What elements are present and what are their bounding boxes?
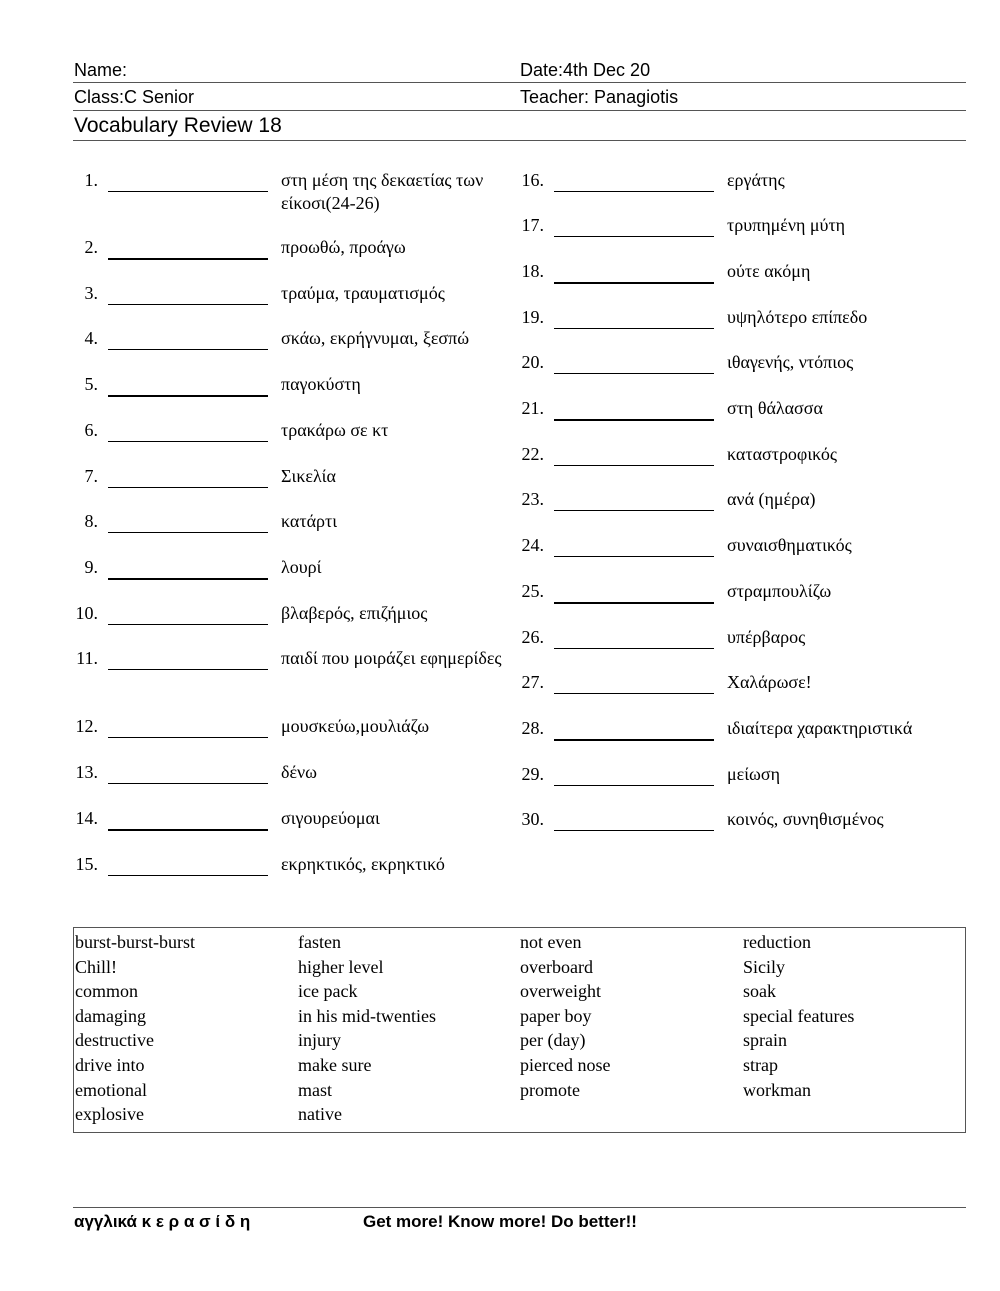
question-number: 5.	[84, 374, 98, 394]
question-number: 9.	[84, 557, 98, 577]
word-bank-word: explosive	[75, 1104, 144, 1125]
answer-blank[interactable]	[554, 191, 714, 192]
word-bank-word: mast	[298, 1079, 332, 1100]
answer-blank[interactable]	[554, 236, 714, 237]
question-number: 2.	[84, 237, 98, 257]
header-divider	[73, 82, 966, 83]
answer-blank[interactable]	[554, 282, 714, 284]
question-number: 10.	[75, 603, 98, 623]
answer-blank[interactable]	[108, 624, 268, 625]
class-label: Class:C Senior	[74, 87, 195, 107]
question-number: 12.	[75, 716, 98, 736]
question-definition: ιδιαίτερα χαρακτηριστικά	[727, 718, 913, 738]
answer-blank[interactable]	[554, 328, 714, 329]
answer-blank[interactable]	[554, 785, 714, 786]
answer-blank[interactable]	[108, 349, 268, 350]
question-number: 26.	[521, 627, 544, 647]
question-number: 25.	[521, 581, 544, 601]
word-bank-word: damaging	[75, 1005, 146, 1026]
word-bank-word: special features	[743, 1005, 855, 1026]
answer-blank[interactable]	[554, 556, 714, 557]
question-definition: στη μέση της δεκαετίας των είκοσι(24-26)	[281, 170, 484, 213]
answer-blank[interactable]	[554, 830, 714, 831]
word-bank-word: emotional	[75, 1079, 147, 1100]
answer-blank[interactable]	[554, 510, 714, 511]
question-definition: υψηλότερο επίπεδο	[727, 307, 868, 327]
question-number: 7.	[84, 466, 98, 486]
question-definition: μείωση	[727, 764, 781, 784]
answer-blank[interactable]	[108, 258, 268, 260]
word-bank-word: burst-burst-burst	[75, 932, 195, 952]
question-definition: μουσκεύω,μουλιάζω	[281, 716, 430, 736]
answer-blank[interactable]	[108, 487, 268, 488]
word-bank-word: pierced nose	[520, 1054, 611, 1075]
question-definition: ανά (ημέρα)	[727, 489, 816, 509]
word-bank-word: drive into	[75, 1054, 145, 1075]
question-number: 20.	[521, 352, 544, 372]
question-number: 3.	[84, 283, 98, 303]
word-bank-word: higher level	[298, 956, 384, 977]
question-definition: τραύμα, τραυματισμός	[281, 283, 445, 303]
question-number: 6.	[84, 420, 98, 440]
word-bank-word: ice pack	[298, 981, 358, 1002]
word-bank-word: reduction	[743, 932, 811, 952]
footer-brand: αγγλικά κ ε ρ α σ ί δ η	[74, 1212, 251, 1231]
question-definition: παγοκύστη	[281, 374, 361, 394]
footer-slogan: Get more! Know more! Do better!!	[363, 1212, 637, 1231]
answer-blank[interactable]	[108, 578, 268, 580]
answer-blank[interactable]	[554, 648, 714, 649]
question-definition: παιδί που μοιράζει εφημερίδες	[281, 648, 502, 668]
answer-blank[interactable]	[108, 395, 268, 397]
question-definition: Σικελία	[281, 466, 336, 486]
question-definition: κατάρτι	[281, 511, 338, 531]
question-number: 17.	[521, 215, 544, 235]
word-bank-column	[520, 930, 610, 1102]
question-definition: προωθώ, προάγω	[281, 237, 406, 257]
word-bank-word: overweight	[520, 981, 601, 1002]
word-bank-column	[743, 930, 854, 1102]
question-number: 16.	[521, 170, 544, 190]
question-definition: στραμπουλίζω	[727, 581, 832, 601]
question-number: 13.	[75, 762, 98, 782]
answer-blank[interactable]	[108, 191, 268, 192]
question-number: 1.	[84, 170, 98, 190]
question-number: 21.	[521, 398, 544, 418]
teacher-label: Teacher: Panagiotis	[520, 87, 679, 107]
question-definition: σιγουρεύομαι	[281, 808, 380, 828]
word-bank-word: fasten	[298, 932, 341, 952]
question-definition: στη θάλασσα	[727, 398, 823, 418]
word-bank-word: paper boy	[520, 1005, 592, 1026]
answer-blank[interactable]	[108, 737, 268, 738]
header-divider	[73, 110, 966, 111]
question-definition: υπέρβαρος	[727, 627, 806, 647]
answer-blank[interactable]	[108, 532, 268, 533]
word-bank	[73, 927, 966, 1133]
word-bank-word: per (day)	[520, 1030, 586, 1051]
word-bank-word: common	[75, 981, 138, 1002]
answer-blank[interactable]	[554, 693, 714, 694]
date-label: Date:4th Dec 20	[520, 60, 651, 80]
question-definition: ιθαγενής, ντόπιος	[727, 352, 854, 372]
question-number: 4.	[84, 328, 98, 348]
answer-blank[interactable]	[108, 829, 268, 831]
question-definition: καταστροφικός	[727, 444, 837, 464]
question-definition: εκρηκτικός, εκρηκτικό	[281, 854, 445, 874]
word-bank-word: destructive	[75, 1030, 154, 1051]
answer-blank[interactable]	[108, 875, 268, 876]
question-definition: λουρί	[281, 557, 322, 577]
answer-blank[interactable]	[554, 419, 714, 421]
question-number: 27.	[521, 672, 544, 692]
word-bank-word: promote	[520, 1079, 580, 1100]
word-bank-word: soak	[743, 981, 776, 1002]
question-definition: τρυπημένη μύτη	[727, 215, 846, 235]
question-number: 18.	[521, 261, 544, 281]
word-bank-word: in his mid-twenties	[298, 1005, 436, 1026]
question-number: 14.	[75, 808, 98, 828]
name-label: Name:	[74, 60, 128, 80]
question-number: 24.	[521, 535, 544, 555]
question-definition: τρακάρω σε κτ	[281, 420, 389, 440]
word-bank-word: not even	[520, 932, 582, 952]
question-number: 22.	[521, 444, 544, 464]
answer-blank[interactable]	[108, 669, 268, 670]
answer-blank[interactable]	[554, 602, 714, 604]
word-bank-word: injury	[298, 1030, 341, 1051]
question-number: 8.	[84, 511, 98, 531]
question-definition: δένω	[281, 762, 318, 782]
word-bank-word: Sicily	[743, 956, 786, 977]
footer-divider	[73, 1207, 966, 1208]
word-bank-column	[298, 930, 436, 1127]
question-number: 23.	[521, 489, 544, 509]
answer-blank[interactable]	[554, 465, 714, 466]
question-definition: εργάτης	[727, 170, 785, 190]
question-number: 28.	[521, 718, 544, 738]
word-bank-column	[75, 930, 195, 1127]
question-number: 29.	[521, 764, 544, 784]
question-definition: Χαλάρωσε!	[727, 672, 812, 692]
answer-blank[interactable]	[554, 739, 714, 741]
question-number: 11.	[76, 648, 98, 668]
answer-blank[interactable]	[108, 304, 268, 305]
header-divider	[73, 140, 966, 141]
word-bank-word: make sure	[298, 1054, 372, 1075]
question-definition: σκάω, εκρήγνυμαι, ξεσπώ	[281, 328, 470, 348]
word-bank-word: Chill!	[75, 956, 118, 977]
question-definition: ούτε ακόμη	[727, 261, 811, 281]
page-title: Vocabulary Review 18	[74, 114, 282, 137]
word-bank-word: workman	[743, 1079, 811, 1100]
word-bank-word: sprain	[743, 1030, 787, 1051]
question-number: 15.	[75, 854, 98, 874]
answer-blank[interactable]	[554, 373, 714, 374]
answer-blank[interactable]	[108, 441, 268, 442]
question-number: 30.	[521, 809, 544, 829]
question-definition: βλαβερός, επιζήμιος	[281, 603, 428, 623]
word-bank-word: overboard	[520, 956, 593, 977]
answer-blank[interactable]	[108, 783, 268, 784]
question-definition: κοινός, συνηθισμένος	[727, 809, 884, 829]
word-bank-word: strap	[743, 1054, 778, 1075]
question-definition: συναισθηματικός	[727, 535, 852, 555]
word-bank-word: native	[298, 1104, 342, 1125]
question-number: 19.	[521, 307, 544, 327]
